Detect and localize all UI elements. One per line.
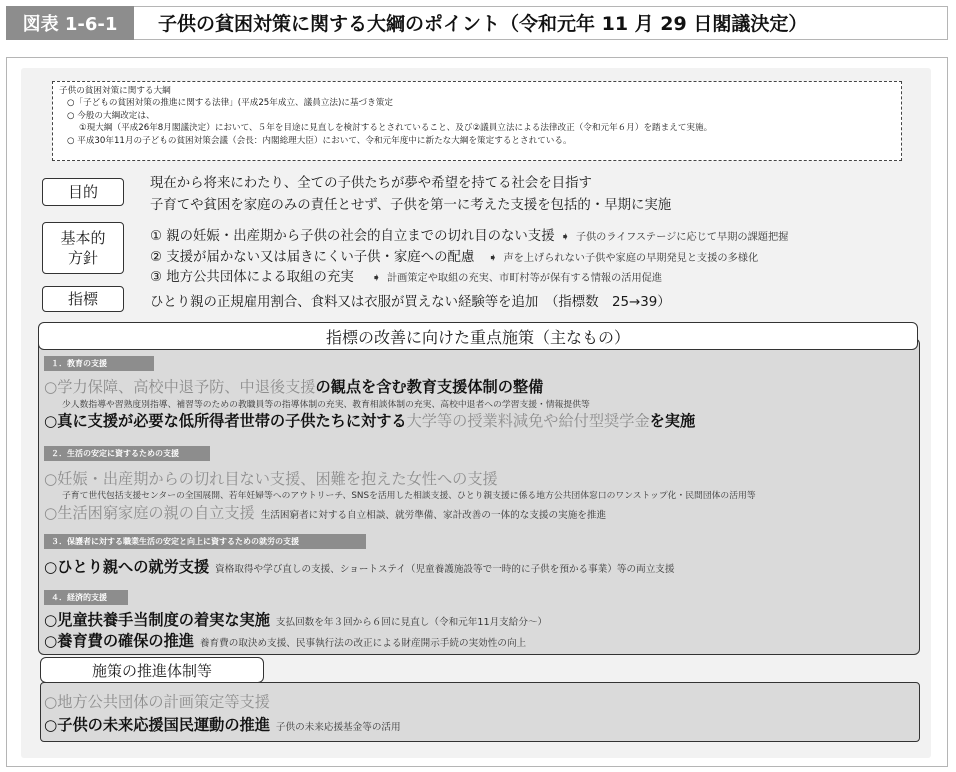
- promotion-item: ○地方公共団体の計画策定等支援: [44, 693, 270, 711]
- measure-item: [44, 556, 675, 577]
- summary-line: ○「子どもの貧困対策の推進に関する法律」(平成25年成立、議員立法)に基づき策定: [67, 98, 393, 109]
- basic-policy-tag: [42, 222, 124, 274]
- page-title: 子供の貧困対策に関する大綱のポイント（令和元年 11 月 29 日閣議決定）: [158, 13, 808, 35]
- measure-item: [44, 410, 695, 431]
- basic-policy-tag-line1: 基本的: [60, 229, 106, 247]
- item-text: ○養育費の確保の推進: [44, 632, 194, 650]
- arrow-icon: ➧: [488, 251, 498, 264]
- summary-box: [52, 81, 902, 161]
- item-note: 養育費の取決め支援、民事執行法の改正による財産開示手続の実効性の向上: [199, 638, 527, 649]
- promotion-tab: 施策の推進体制等: [40, 657, 264, 683]
- item-note: 資格取得や学び直しの支援、ショートステイ（児童養護施設等で一時的に子供を預かる事業）等の両立支援: [215, 564, 675, 575]
- item-text: ○真に支援が必要な低所得者世帯の子供たちに対する: [44, 412, 407, 430]
- highlight-text: ○生活困窮家庭の親の自立支援: [44, 504, 255, 522]
- purpose-line-1: 現在から将来にわたり、全ての子供たちが夢や希望を持てる社会を目指す: [150, 176, 592, 191]
- policy-item-1: [150, 225, 788, 244]
- item-text: を実施: [649, 412, 696, 430]
- indicator-text: ひとり親の正規雇用割合、食料又は衣服が買えない経験等を追加 （指標数 25→39）: [150, 295, 671, 310]
- section-label-economic: ４．経済的支援: [44, 590, 128, 605]
- measure-item: [44, 502, 606, 523]
- highlight-text: ○学力保障、高校中退予防、中退後支援: [44, 378, 316, 396]
- arrow-icon: ➧: [560, 230, 570, 243]
- measures-title: 指標の改善に向けた重点施策（主なもの）: [38, 322, 918, 350]
- summary-line: ○ 今般の大綱改定は、: [67, 110, 155, 121]
- policy-item-3: [150, 266, 662, 285]
- item-note: 生活困窮者に対する自立相談、就労準備、家計改善の一体的な支援の実施を推進: [260, 510, 607, 521]
- policy-item-note: 声を上げられない子供や家庭の早期発見と支援の多様化: [503, 253, 759, 264]
- purpose-line-2: 子育てや貧困を家庭のみの責任とせず、子供を第一に考えた支援を包括的・早期に実施: [150, 198, 672, 213]
- policy-item-text: ② 支援が届かない又は届きにくい子供・家庭への配慮: [150, 250, 475, 265]
- policy-item-2: [150, 246, 758, 265]
- measure-subtext: 子育て世代包括支援センターの全国展開、若年妊婦等へのアウトリーチ、SNSを活用した相談支援、ひとり親支援に係る地方公共団体窓口のワンストップ化・民間団体の活用等: [62, 491, 756, 501]
- arrow-icon: ➧: [371, 271, 381, 284]
- purpose-tag: 目的: [42, 178, 124, 206]
- measure-item: [44, 376, 543, 397]
- item-text: ○子供の未来応援国民運動の推進: [44, 716, 270, 734]
- summary-line: 子供の貧困対策に関する大綱: [59, 86, 171, 96]
- measure-subtext: 少人数指導や習熟度別指導、補習等のための教職員等の指導体制の充実、教育相談体制の充実、高校中退者への学習支援・情報提供等: [62, 400, 590, 410]
- summary-line: ○ 平成30年11月の子どもの貧困対策会議（会長：内閣総理大臣）において、令和元年度中に新たな大綱を策定するとされている。: [67, 135, 572, 146]
- item-note: 支払回数を年３回から６回に見直し（令和元年11月支給分～）: [275, 617, 548, 628]
- basic-policy-tag-line2: 方針: [67, 249, 98, 267]
- measure-item: [44, 630, 526, 651]
- summary-line: ①現大綱（平成26年8月閣議決定）において、５年を目途に見直しを検討するとされていること、及び②議員立法による法律改正（令和元年６月）を踏まえて実施。: [79, 123, 713, 134]
- policy-item-note: 子供のライフステージに応じて早期の課題把握: [575, 232, 789, 243]
- indicator-tag: 指標: [42, 286, 124, 312]
- section-label-living: ２．生活の安定に資するための支援: [44, 446, 210, 461]
- item-note: 子供の未来応援基金等の活用: [275, 722, 401, 733]
- figure-number-label: 図表 1-6-1: [6, 6, 134, 40]
- measure-item: ○妊娠・出産期からの切れ目ない支援、困難を抱えた女性への支援: [44, 470, 498, 488]
- measure-item: [44, 609, 547, 630]
- item-text: の観点を含む教育支援体制の整備: [315, 378, 544, 396]
- section-label-education: １．教育の支援: [44, 356, 154, 371]
- policy-item-text: ③ 地方公共団体による取組の充実: [150, 270, 354, 285]
- promotion-item: [44, 714, 401, 735]
- policy-item-note: 計画策定や取組の充実、市町村等が保有する情報の活用促進: [386, 273, 663, 284]
- item-text: ○児童扶養手当制度の着実な実施: [44, 611, 270, 629]
- policy-item-text: ① 親の妊娠・出産期から子供の社会的自立までの切れ目のない支援: [150, 229, 555, 244]
- section-label-employment: ３．保護者に対する職業生活の安定と向上に資するための就労の支援: [44, 534, 366, 549]
- highlight-text: 大学等の授業料減免や給付型奨学金: [406, 412, 650, 430]
- item-text: ○ひとり親への就労支援: [44, 558, 210, 576]
